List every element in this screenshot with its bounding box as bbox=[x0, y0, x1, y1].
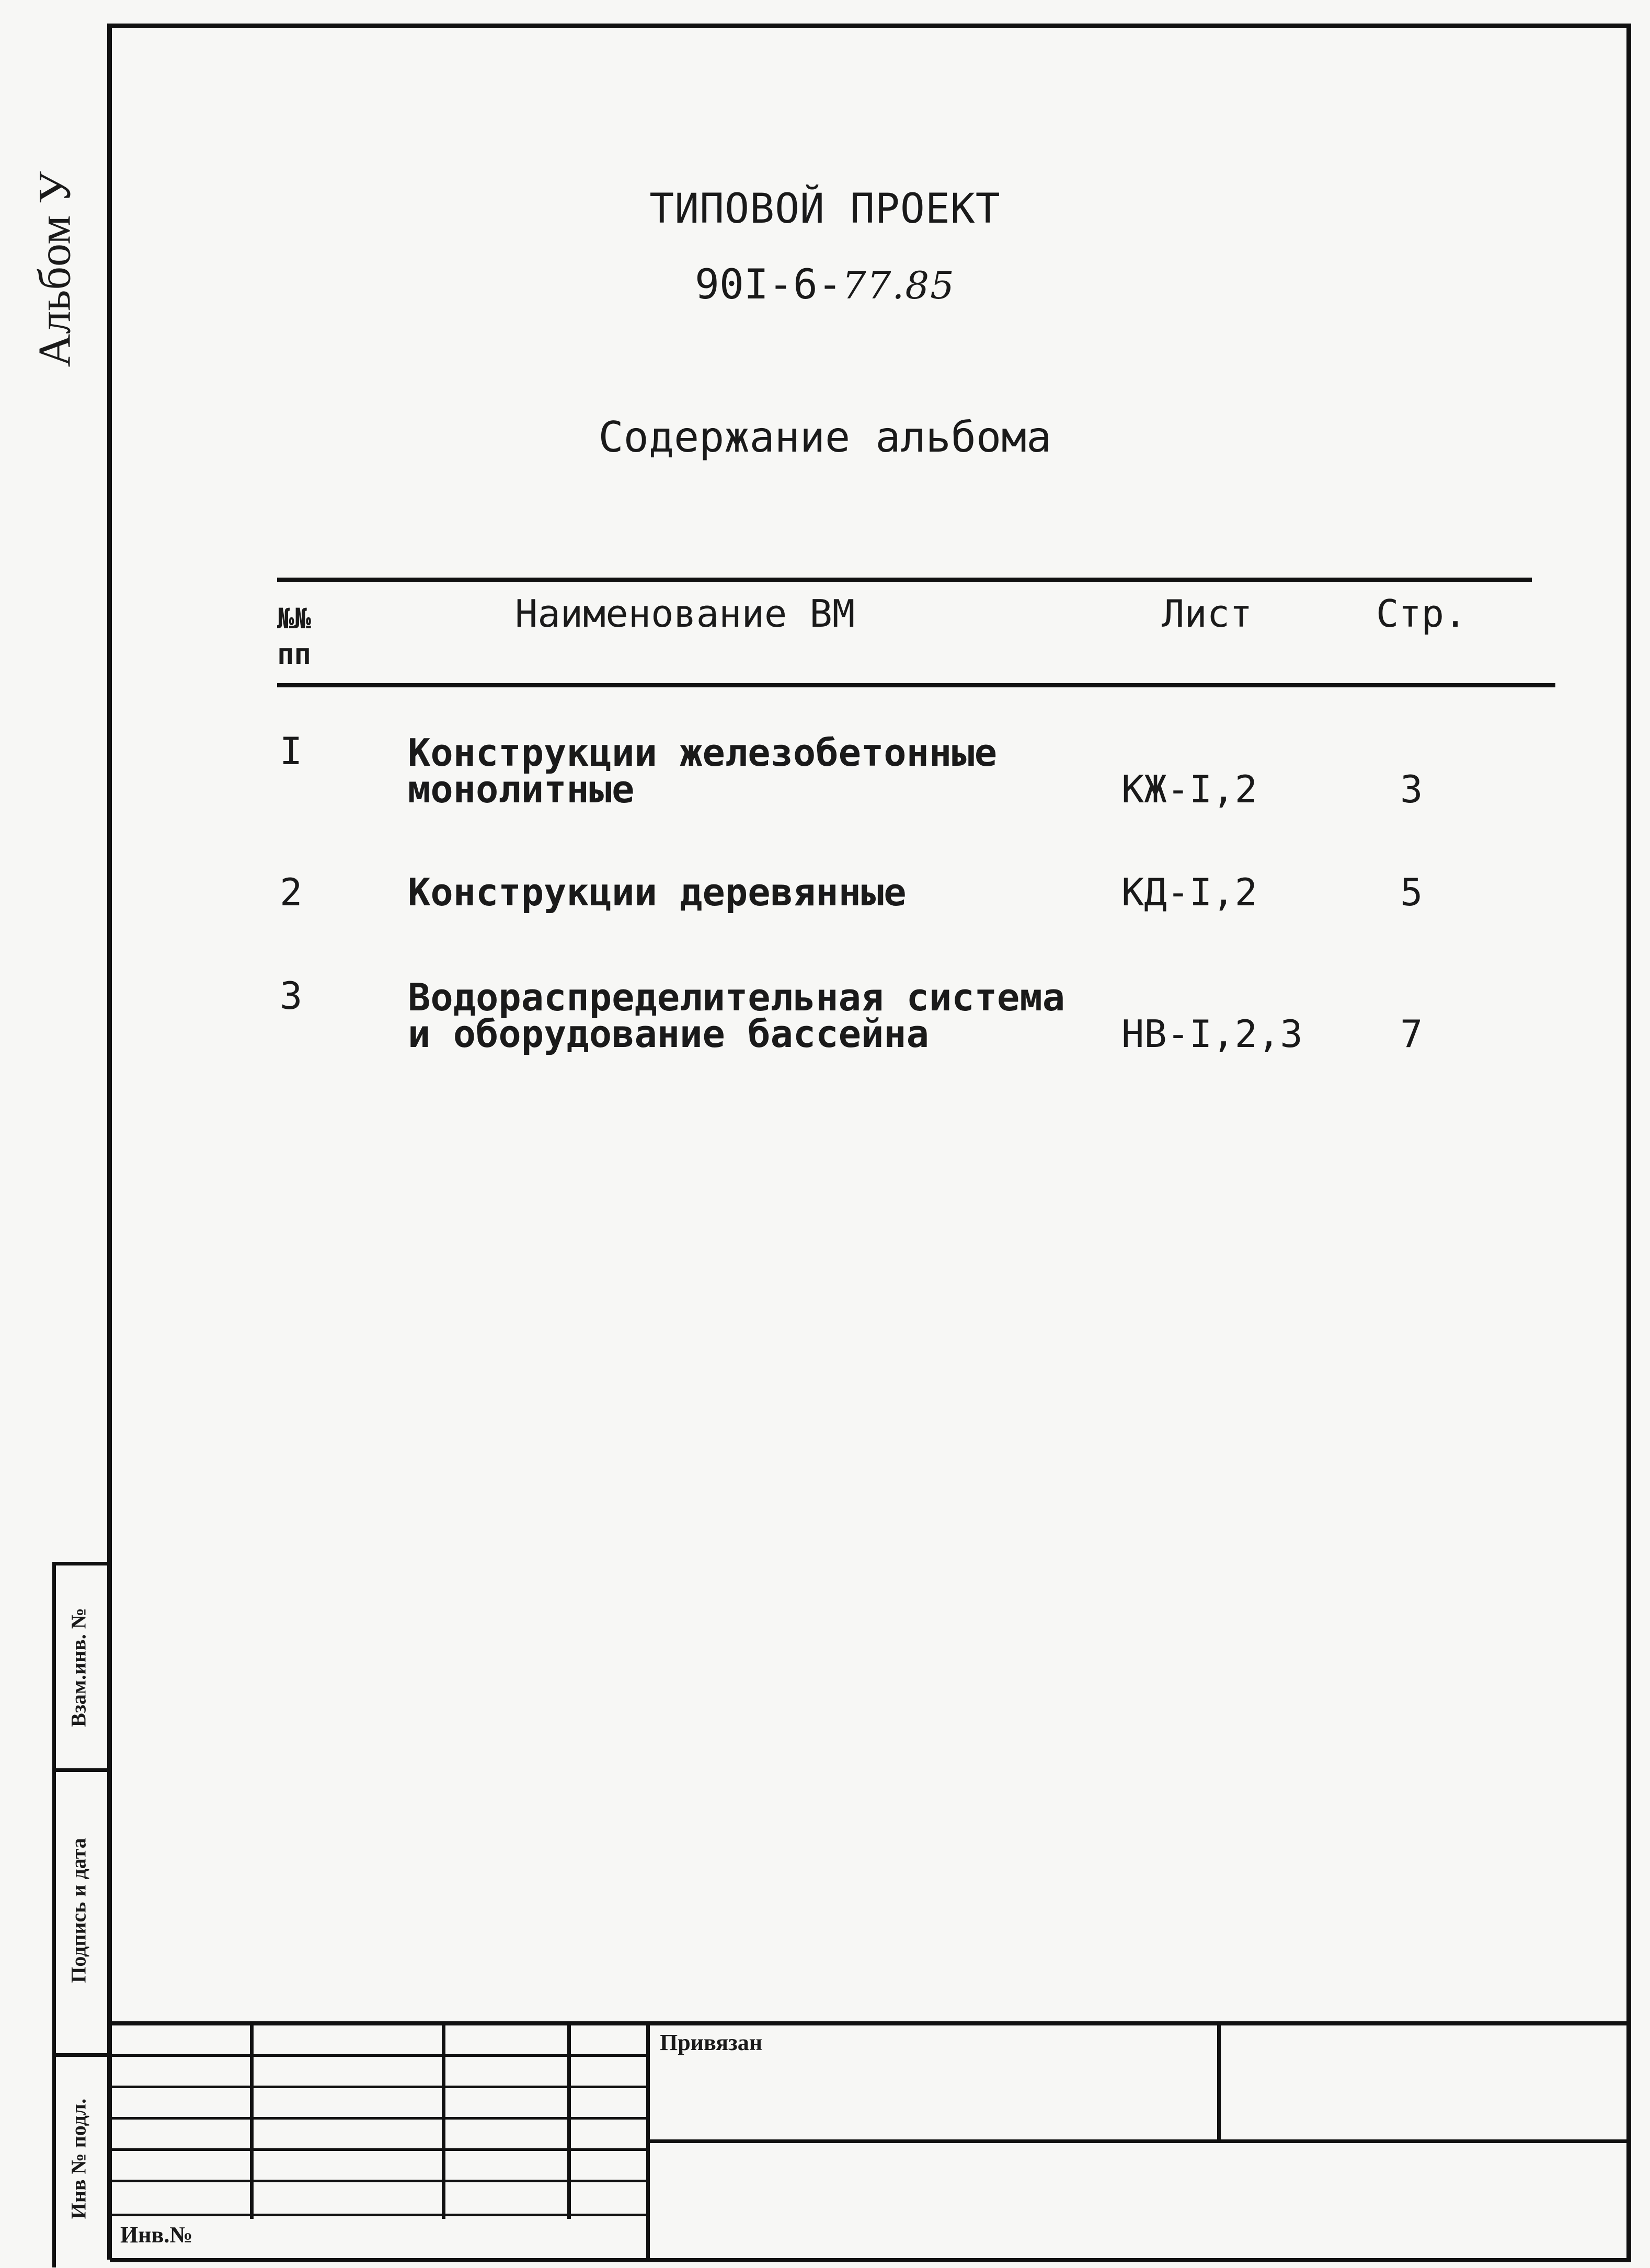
column-header-sheet: Лист bbox=[1162, 592, 1253, 636]
row-name: Конструкции деревянные bbox=[408, 870, 907, 914]
inventory-number-label: Инв.№ bbox=[120, 2222, 193, 2248]
column-header-name: Наименование ВМ bbox=[515, 592, 855, 636]
grid-column-line bbox=[646, 2021, 650, 2262]
left-stamp-divider bbox=[52, 2053, 111, 2057]
title-block-mid-line bbox=[648, 2139, 1631, 2143]
project-type-title: ТИПОВОЙ ПРОЕКТ bbox=[649, 186, 1001, 233]
row-page: 3 bbox=[1400, 767, 1423, 811]
original-inventory-label: Инв № подл. bbox=[66, 2098, 90, 2219]
project-code-prefix: 90I-6- bbox=[695, 261, 842, 308]
row-page: 5 bbox=[1400, 870, 1423, 914]
project-code bbox=[0, 261, 1650, 308]
row-sheet: КД-I,2 bbox=[1121, 870, 1258, 914]
attached-label: Привязан bbox=[660, 2030, 763, 2055]
title-block-top-line bbox=[110, 2021, 1631, 2025]
signature-date-label: Подпись и дата bbox=[66, 1838, 90, 1983]
table-top-rule bbox=[277, 578, 1532, 582]
grid-column-line bbox=[567, 2021, 571, 2219]
row-sheet: НВ-I,2,3 bbox=[1121, 1012, 1303, 1056]
row-name: Конструкции железобетонные монолитные bbox=[408, 731, 998, 811]
project-code-handwritten: 77.85 bbox=[842, 263, 955, 307]
album-label: Альбом У bbox=[29, 171, 81, 367]
drawing-frame bbox=[107, 24, 1631, 2260]
contents-heading: Содержание альбома bbox=[598, 413, 1052, 462]
row-number: I bbox=[280, 729, 303, 773]
left-stamp-divider bbox=[52, 1768, 111, 1772]
replacement-inventory-label: Взам.инв. № bbox=[66, 1608, 90, 1727]
row-page: 7 bbox=[1400, 1012, 1423, 1056]
grid-column-line bbox=[442, 2021, 445, 2219]
row-name: Водораспределительная система и оборудование бассейна bbox=[408, 975, 1065, 1056]
column-header-number: №№ пп bbox=[277, 602, 312, 671]
left-stamp-outer-line bbox=[52, 1562, 56, 2267]
row-sheet: КЖ-I,2 bbox=[1121, 767, 1258, 811]
grid-column-line bbox=[250, 2021, 254, 2219]
grid-column-line bbox=[1217, 2021, 1221, 2142]
column-header-page: Стр. bbox=[1376, 592, 1467, 636]
title-block-bottom-line bbox=[110, 2258, 1631, 2262]
left-stamp-divider bbox=[52, 1562, 111, 1565]
row-number: 2 bbox=[280, 870, 303, 914]
row-number: 3 bbox=[280, 974, 303, 1018]
table-header-rule bbox=[277, 683, 1555, 687]
